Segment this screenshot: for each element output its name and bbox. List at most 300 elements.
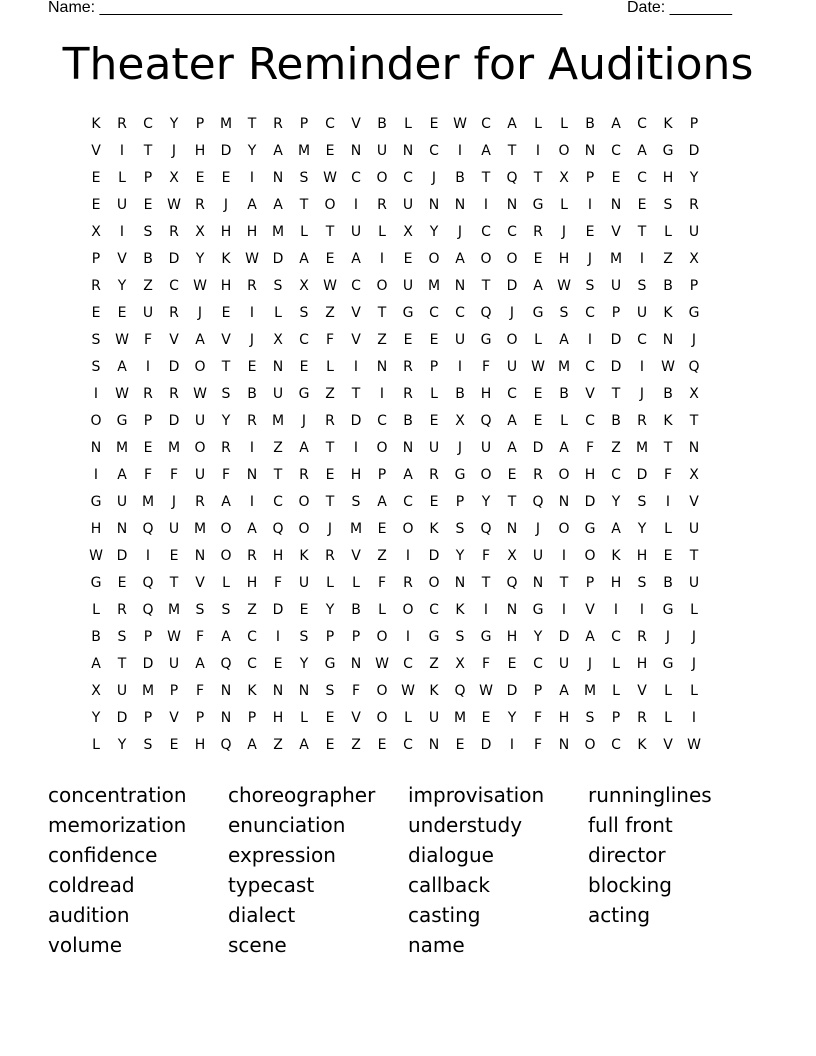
grid-letter: V xyxy=(585,602,595,618)
grid-letter: S xyxy=(221,602,231,618)
grid-letter: O xyxy=(298,521,310,537)
grid-letter: G xyxy=(480,332,492,348)
grid-letter: E xyxy=(91,305,101,321)
word-bank-item: scene xyxy=(228,933,287,957)
grid-letter: L xyxy=(664,224,672,240)
grid-letter: Z xyxy=(273,737,283,753)
grid-letter: L xyxy=(664,683,672,699)
grid-letter: I xyxy=(483,602,489,618)
grid-letter: R xyxy=(247,278,257,294)
word-bank-item: understudy xyxy=(408,813,523,837)
grid-letter: U xyxy=(480,440,492,456)
grid-row xyxy=(83,732,733,759)
grid-letter: E xyxy=(325,251,335,267)
grid-letter: I xyxy=(483,197,489,213)
grid-letter: E xyxy=(507,467,517,483)
word-bank-item: volume xyxy=(48,933,123,957)
grid-letter: J xyxy=(301,413,307,429)
grid-letter: U xyxy=(142,305,154,321)
grid-letter: E xyxy=(325,143,335,159)
grid-letter: B xyxy=(403,413,413,429)
grid-letter: F xyxy=(195,629,205,645)
grid-letter: X xyxy=(91,224,101,240)
grid-letter: S xyxy=(637,575,647,591)
grid-letter: O xyxy=(558,467,570,483)
grid-letter: N xyxy=(90,440,102,456)
grid-letter: U xyxy=(506,359,518,375)
grid-letter: M xyxy=(271,413,285,429)
grid-letter: R xyxy=(689,197,699,213)
grid-letter: B xyxy=(663,575,673,591)
grid-letter: R xyxy=(195,494,205,510)
page-title: Theater Reminder for Auditions xyxy=(62,39,754,90)
grid-letter: P xyxy=(351,629,361,645)
grid-letter: O xyxy=(90,413,102,429)
grid-letter: V xyxy=(117,251,127,267)
grid-letter: A xyxy=(221,629,231,645)
word-bank-item: memorization xyxy=(48,813,187,837)
grid-letter: I xyxy=(93,467,99,483)
grid-letter: S xyxy=(299,170,309,186)
grid-letter: D xyxy=(532,440,544,456)
grid-letter: T xyxy=(663,440,673,456)
grid-letter: U xyxy=(116,683,128,699)
grid-letter: R xyxy=(403,575,413,591)
grid-letter: P xyxy=(585,170,595,186)
grid-letter: T xyxy=(637,224,647,240)
grid-letter: A xyxy=(403,467,413,483)
grid-letter: D xyxy=(428,548,440,564)
grid-letter: F xyxy=(325,332,335,348)
grid-letter: I xyxy=(405,548,411,564)
word-bank-item: acting xyxy=(588,903,651,927)
grid-letter: P xyxy=(143,170,153,186)
grid-letter: N xyxy=(532,575,544,591)
grid-letter: U xyxy=(688,521,700,537)
grid-letter: Y xyxy=(221,413,231,429)
grid-letter: C xyxy=(481,224,491,240)
grid-letter: O xyxy=(376,440,388,456)
grid-letter: C xyxy=(611,467,621,483)
grid-letter: V xyxy=(351,548,361,564)
grid-letter: V xyxy=(351,710,361,726)
grid-letter: E xyxy=(429,116,439,132)
word-bank-item: name xyxy=(408,933,465,957)
grid-letter: F xyxy=(377,575,387,591)
grid-letter: N xyxy=(506,521,518,537)
grid-letter: X xyxy=(689,467,699,483)
grid-letter: O xyxy=(220,548,232,564)
grid-letter: L xyxy=(690,602,698,618)
grid-letter: A xyxy=(637,143,647,159)
grid-letter: O xyxy=(584,737,596,753)
grid-letter: P xyxy=(585,575,595,591)
grid-letter: O xyxy=(376,683,388,699)
grid-letter: C xyxy=(351,170,361,186)
grid-letter: L xyxy=(560,197,568,213)
grid-letter: U xyxy=(610,278,622,294)
grid-letter: C xyxy=(585,413,595,429)
grid-letter: A xyxy=(247,197,257,213)
grid-letter: G xyxy=(116,413,128,429)
word-bank-item: callback xyxy=(408,873,490,897)
grid-letter: O xyxy=(402,521,414,537)
grid-letter: R xyxy=(637,710,647,726)
grid-letter: C xyxy=(403,737,413,753)
grid-letter: D xyxy=(272,602,284,618)
grid-letter: R xyxy=(221,440,231,456)
grid-letter: P xyxy=(611,305,621,321)
grid-letter: L xyxy=(612,683,620,699)
grid-letter: U xyxy=(376,143,388,159)
grid-letter: A xyxy=(559,332,569,348)
grid-row xyxy=(83,489,733,516)
grid-letter: N xyxy=(506,197,518,213)
grid-letter: U xyxy=(298,575,310,591)
grid-letter: B xyxy=(455,386,465,402)
grid-letter: U xyxy=(428,710,440,726)
grid-letter: S xyxy=(195,602,205,618)
grid-letter: F xyxy=(481,656,491,672)
grid-letter: I xyxy=(561,548,567,564)
grid-row xyxy=(83,408,733,435)
grid-letter: X xyxy=(91,683,101,699)
grid-letter: E xyxy=(221,305,231,321)
grid-letter: E xyxy=(429,413,439,429)
grid-letter: P xyxy=(611,710,621,726)
grid-letter: I xyxy=(665,494,671,510)
grid-letter: P xyxy=(689,278,699,294)
grid-letter: M xyxy=(167,602,181,618)
grid-letter: S xyxy=(299,629,309,645)
grid-letter: J xyxy=(223,197,229,213)
grid-letter: H xyxy=(350,467,362,483)
grid-letter: N xyxy=(350,656,362,672)
grid-letter: I xyxy=(145,359,151,375)
grid-letter: J xyxy=(457,440,463,456)
grid-letter: K xyxy=(663,116,673,132)
grid-letter: N xyxy=(662,332,674,348)
grid-letter: G xyxy=(428,629,440,645)
grid-letter: I xyxy=(379,251,385,267)
grid-letter: Y xyxy=(429,224,439,240)
grid-letter: T xyxy=(559,575,569,591)
grid-letter: N xyxy=(610,197,622,213)
grid-letter: L xyxy=(378,224,386,240)
grid-letter: F xyxy=(481,548,491,564)
name-field-label: Name: ____________________________________________________ xyxy=(48,0,563,16)
grid-letter: K xyxy=(637,737,647,753)
grid-letter: K xyxy=(299,548,309,564)
grid-letter: T xyxy=(507,494,517,510)
grid-letter: D xyxy=(688,143,700,159)
grid-letter: P xyxy=(195,116,205,132)
grid-letter: C xyxy=(507,224,517,240)
word-bank-item: coldread xyxy=(48,873,135,897)
grid-letter: V xyxy=(663,737,673,753)
grid-letter: E xyxy=(247,359,257,375)
grid-letter: A xyxy=(299,737,309,753)
grid-letter: M xyxy=(427,278,441,294)
grid-letter: I xyxy=(275,629,281,645)
grid-row xyxy=(83,381,733,408)
grid-letter: G xyxy=(532,602,544,618)
grid-letter: L xyxy=(326,575,334,591)
grid-letter: G xyxy=(480,629,492,645)
grid-letter: P xyxy=(143,710,153,726)
grid-letter: A xyxy=(299,251,309,267)
grid-letter: L xyxy=(378,602,386,618)
grid-letter: W xyxy=(245,251,259,267)
grid-letter: T xyxy=(117,656,127,672)
grid-letter: F xyxy=(351,683,361,699)
grid-letter: C xyxy=(299,332,309,348)
grid-letter: N xyxy=(688,440,700,456)
grid-letter: A xyxy=(117,467,127,483)
grid-letter: C xyxy=(507,386,517,402)
grid-letter: E xyxy=(143,440,153,456)
grid-letter: J xyxy=(691,656,697,672)
grid-letter: X xyxy=(195,224,205,240)
grid-letter: Q xyxy=(220,737,232,753)
grid-letter: S xyxy=(299,305,309,321)
grid-letter: G xyxy=(662,143,674,159)
grid-letter: E xyxy=(403,251,413,267)
grid-letter: C xyxy=(637,332,647,348)
grid-letter: I xyxy=(587,197,593,213)
grid-letter: L xyxy=(534,332,542,348)
grid-letter: E xyxy=(325,710,335,726)
grid-letter: W xyxy=(115,332,129,348)
grid-letter: B xyxy=(351,602,361,618)
grid-letter: E xyxy=(637,197,647,213)
grid-letter: O xyxy=(376,629,388,645)
grid-letter: I xyxy=(457,143,463,159)
grid-row xyxy=(83,516,733,543)
grid-letter: S xyxy=(663,197,673,213)
grid-letter: C xyxy=(325,116,335,132)
grid-letter: F xyxy=(663,467,673,483)
grid-letter: E xyxy=(533,386,543,402)
grid-letter: P xyxy=(195,710,205,726)
grid-letter: G xyxy=(532,305,544,321)
grid-letter: B xyxy=(377,116,387,132)
grid-letter: A xyxy=(117,359,127,375)
grid-letter: X xyxy=(455,656,465,672)
grid-letter: V xyxy=(169,710,179,726)
grid-letter: D xyxy=(220,143,232,159)
grid-letter: U xyxy=(428,440,440,456)
grid-letter: S xyxy=(585,278,595,294)
grid-letter: I xyxy=(119,224,125,240)
grid-letter: E xyxy=(299,602,309,618)
grid-letter: N xyxy=(220,710,232,726)
grid-letter: U xyxy=(402,197,414,213)
grid-letter: F xyxy=(195,683,205,699)
grid-letter: N xyxy=(376,359,388,375)
grid-letter: K xyxy=(455,602,465,618)
word-bank-item: full front xyxy=(588,813,673,837)
grid-letter: F xyxy=(533,710,543,726)
grid-row xyxy=(83,273,733,300)
grid-letter: S xyxy=(273,278,283,294)
grid-letter: K xyxy=(663,413,673,429)
grid-letter: I xyxy=(249,170,255,186)
grid-letter: D xyxy=(636,467,648,483)
grid-letter: U xyxy=(272,386,284,402)
grid-letter: L xyxy=(664,521,672,537)
grid-letter: D xyxy=(506,683,518,699)
grid-letter: O xyxy=(506,332,518,348)
grid-letter: I xyxy=(561,602,567,618)
grid-letter: O xyxy=(428,575,440,591)
grid-letter: R xyxy=(377,197,387,213)
grid-row xyxy=(83,246,733,273)
grid-letter: B xyxy=(663,386,673,402)
grid-letter: A xyxy=(195,656,205,672)
grid-letter: C xyxy=(247,629,257,645)
grid-letter: R xyxy=(143,386,153,402)
grid-letter: R xyxy=(117,602,127,618)
grid-letter: D xyxy=(350,413,362,429)
grid-letter: N xyxy=(428,737,440,753)
grid-letter: E xyxy=(273,656,283,672)
grid-letter: T xyxy=(143,143,153,159)
grid-letter: A xyxy=(507,116,517,132)
grid-letter: U xyxy=(558,656,570,672)
grid-letter: S xyxy=(637,278,647,294)
grid-letter: E xyxy=(429,494,439,510)
grid-letter: D xyxy=(168,251,180,267)
grid-letter: E xyxy=(455,737,465,753)
grid-letter: T xyxy=(507,143,517,159)
grid-letter: D xyxy=(558,629,570,645)
grid-row xyxy=(83,651,733,678)
grid-letter: G xyxy=(402,305,414,321)
grid-letter: H xyxy=(220,224,232,240)
grid-letter: H xyxy=(506,629,518,645)
word-bank-item: audition xyxy=(48,903,130,927)
grid-letter: O xyxy=(194,359,206,375)
grid-letter: M xyxy=(141,494,155,510)
grid-letter: T xyxy=(325,440,335,456)
grid-letter: N xyxy=(558,737,570,753)
grid-letter: T xyxy=(221,359,231,375)
grid-letter: O xyxy=(324,197,336,213)
grid-letter: J xyxy=(691,629,697,645)
grid-letter: V xyxy=(91,143,101,159)
grid-letter: M xyxy=(115,440,129,456)
grid-letter: S xyxy=(351,494,361,510)
grid-letter: C xyxy=(143,116,153,132)
grid-row xyxy=(83,192,733,219)
grid-letter: H xyxy=(480,386,492,402)
grid-letter: U xyxy=(194,467,206,483)
grid-letter: V xyxy=(689,494,699,510)
grid-letter: X xyxy=(689,386,699,402)
grid-letter: Z xyxy=(377,548,387,564)
grid-letter: E xyxy=(325,737,335,753)
grid-letter: Q xyxy=(506,575,518,591)
grid-letter: S xyxy=(91,359,101,375)
grid-row xyxy=(83,300,733,327)
grid-letter: W xyxy=(401,683,415,699)
grid-letter: U xyxy=(194,413,206,429)
grid-letter: H xyxy=(246,575,258,591)
grid-row xyxy=(83,462,733,489)
grid-letter: N xyxy=(272,359,284,375)
grid-letter: H xyxy=(636,656,648,672)
grid-letter: T xyxy=(247,116,257,132)
grid-letter: W xyxy=(661,359,675,375)
grid-letter: U xyxy=(532,548,544,564)
grid-letter: W xyxy=(89,548,103,564)
grid-letter: D xyxy=(168,413,180,429)
grid-letter: K xyxy=(663,305,673,321)
grid-letter: H xyxy=(636,548,648,564)
grid-letter: J xyxy=(561,224,567,240)
grid-letter: W xyxy=(193,386,207,402)
grid-row xyxy=(83,354,733,381)
grid-letter: H xyxy=(662,170,674,186)
grid-letter: I xyxy=(353,197,359,213)
grid-letter: T xyxy=(481,170,491,186)
grid-letter: Q xyxy=(272,521,284,537)
grid-letter: O xyxy=(298,494,310,510)
grid-letter: P xyxy=(299,116,309,132)
grid-letter: H xyxy=(194,143,206,159)
grid-letter: X xyxy=(507,548,517,564)
grid-letter: D xyxy=(610,359,622,375)
grid-letter: O xyxy=(428,251,440,267)
grid-letter: Y xyxy=(195,251,205,267)
grid-letter: Y xyxy=(117,278,127,294)
grid-row xyxy=(83,165,733,192)
grid-letter: H xyxy=(246,224,258,240)
grid-letter: B xyxy=(143,251,153,267)
grid-letter: V xyxy=(351,332,361,348)
grid-letter: E xyxy=(663,548,673,564)
grid-letter: Q xyxy=(506,170,518,186)
grid-letter: D xyxy=(116,548,128,564)
grid-letter: B xyxy=(611,413,621,429)
grid-letter: R xyxy=(429,467,439,483)
grid-letter: D xyxy=(506,278,518,294)
grid-row xyxy=(83,597,733,624)
grid-letter: P xyxy=(247,710,257,726)
grid-letter: L xyxy=(430,386,438,402)
grid-letter: U xyxy=(168,656,180,672)
grid-letter: V xyxy=(611,224,621,240)
grid-letter: N xyxy=(220,683,232,699)
word-bank-item: blocking xyxy=(588,873,672,897)
grid-letter: T xyxy=(273,467,283,483)
grid-letter: M xyxy=(635,440,649,456)
grid-letter: I xyxy=(145,548,151,564)
grid-letter: C xyxy=(403,494,413,510)
grid-letter: E xyxy=(91,197,101,213)
grid-letter: Q xyxy=(142,575,154,591)
grid-letter: Y xyxy=(507,710,517,726)
grid-letter: Y xyxy=(169,116,179,132)
grid-letter: N xyxy=(506,602,518,618)
grid-letter: G xyxy=(662,656,674,672)
word-bank-item: concentration xyxy=(48,783,187,807)
word-bank-item: director xyxy=(588,843,666,867)
grid-letter: L xyxy=(560,413,568,429)
grid-letter: Y xyxy=(611,494,621,510)
grid-letter: Q xyxy=(480,305,492,321)
